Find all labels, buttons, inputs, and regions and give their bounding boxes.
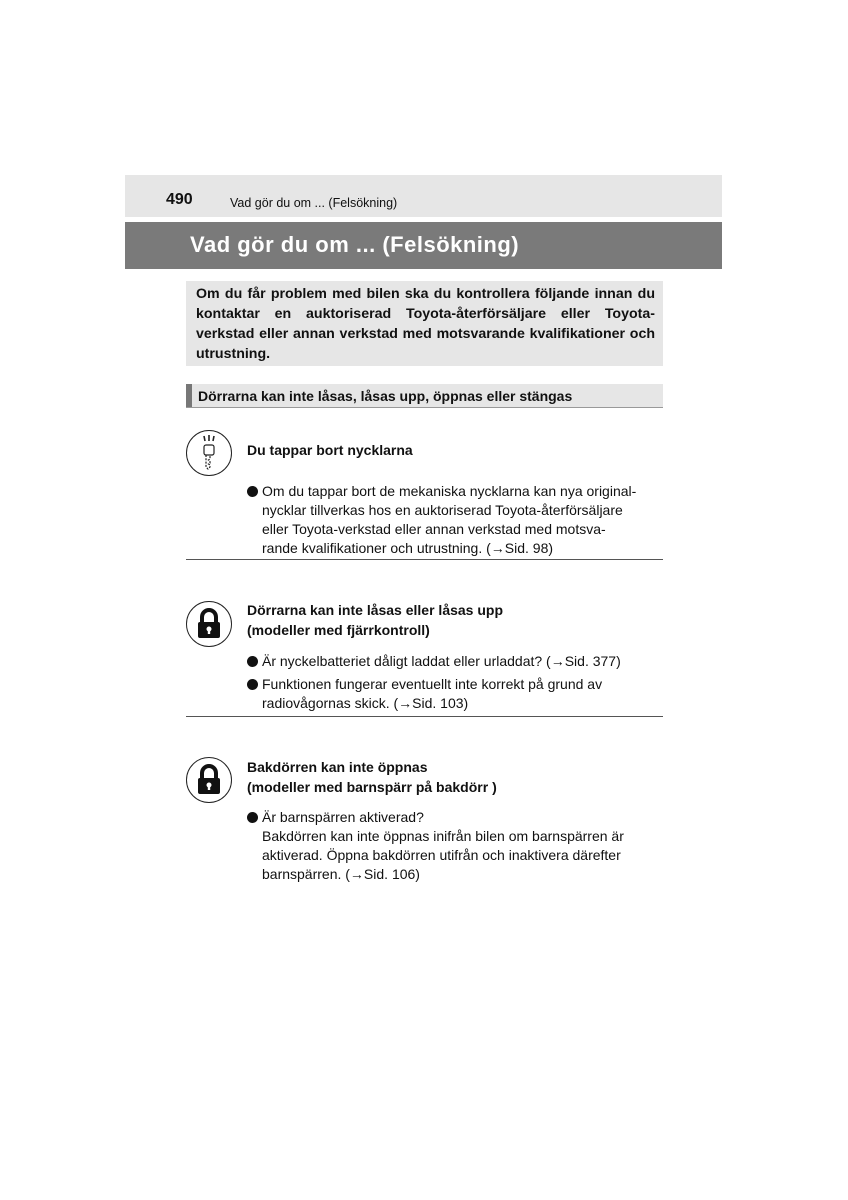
padlock-icon (186, 757, 232, 803)
bullet-dot (247, 679, 258, 690)
padlock-icon (186, 601, 232, 647)
divider (186, 559, 663, 560)
bullet-dot (247, 812, 258, 823)
bullet-text-child-lock: Är barnspärren aktiverad? Bakdörren kan inte öppnas inifrån bilen om barnspärren är aktiverad. Öppna bakdörren utifrån och inaktivera därefter barnspärren. (→Sid. 106) (262, 809, 624, 882)
header-band (125, 175, 722, 217)
item-title-rear-door: Bakdörren kan inte öppnas (modeller med barnspärr på bakdörr ) (247, 759, 497, 795)
bullet-dot (247, 656, 258, 667)
intro-text: Om du får problem med bilen ska du kontrollera följande innan du kontaktar en auktoriserad Toyota-återförsäljare eller Toyota-verkstad eller annan verkstad med motsvarande kvalifikationer och utrustning. (196, 286, 655, 362)
running-head: Vad gör du om ... (Felsökning) (230, 196, 398, 210)
item-title-lost-keys: Du tappar bort nycklarna (247, 442, 413, 458)
bullet-dot (247, 486, 258, 497)
item-title-locking: Dörrarna kan inte låsas eller låsas upp (modeller med fjärrkontroll) (247, 602, 504, 638)
page-number: 490 (166, 191, 193, 208)
bullet-text-lost-keys: Om du tappar bort de mekaniska nycklarna kan nya original- nycklar tillverkas hos en auktoriserad Toyota-återförsäljare eller Toyota-verkstad eller annan verkstad med motsva- rande kvalifikationer och utrustning. (→Sid. 98) (262, 483, 637, 556)
section-heading-bar (186, 384, 192, 407)
bullet-text-battery: Är nyckelbatteriet dåligt laddat eller urladdat? (→Sid. 377) (262, 653, 621, 669)
lost-key-icon (186, 430, 232, 476)
section-heading: Dörrarna kan inte låsas, låsas upp, öppnas eller stängas (198, 388, 573, 404)
divider (186, 716, 663, 717)
page-title: Vad gör du om ... (Felsökning) (190, 232, 520, 257)
bullet-text-radio: Funktionen fungerar eventuellt inte korrekt på grund av radiovågornas skick. (→Sid. 103) (262, 676, 603, 711)
